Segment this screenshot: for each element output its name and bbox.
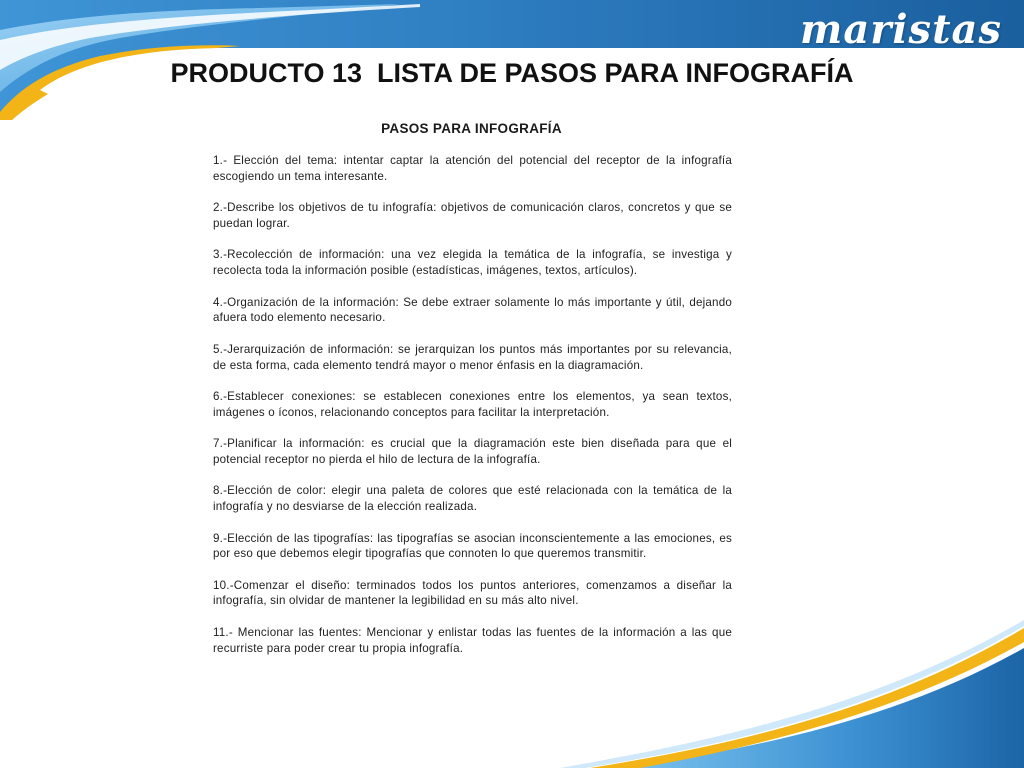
steps-list (205, 153, 738, 656)
step-item: 1.- Elección del tema: intentar captar la atención del potencial del receptor de la infografía escogiendo un tema interesante. (213, 154, 732, 183)
step-item: 7.-Planificar la información: es crucial que la diagramación este bien diseñada para que el potencial receptor no pierda el hilo de lectura de la infografía. (213, 437, 732, 466)
slide-title: PRODUCTO 13 LISTA DE PASOS PARA INFOGRAFÍA (170, 58, 854, 88)
step-item: 4.-Organización de la información: Se debe extraer solamente lo más importante y útil, dejando afuera todo elemento necesario. (213, 295, 732, 325)
step-item: 5.-Jerarquización de información: se jerarquizan los puntos más importantes por su relevancia, de esta forma, cada elemento tendrá mayor o menor énfasis en la diagramación. (213, 342, 732, 372)
brand-logo: maristas (800, 6, 1002, 53)
document-heading: PASOS PARA INFOGRAFÍA (381, 121, 562, 136)
document-image (205, 112, 738, 715)
step-item: 6.-Establecer conexiones: se establecen conexiones entre los elementos, ya sean textos, imágenes o íconos, relacionando conceptos para facilitar la interpretación. (213, 389, 732, 419)
step-item: 9.-Elección de las tipografías: las tipografías se asocian inconscientemente a las emociones, es por eso que debemos elegir tipografías que connoten lo que queremos transmitir. (213, 531, 732, 561)
step-item: 8.-Elección de color: elegir una paleta de colores que esté relacionada con la temática de la infografía y no desviarse de la elección realizada. (213, 484, 732, 514)
step-item: 3.-Recolección de información: una vez elegida la temática de la infografía, se investiga y recolecta toda la información posible (estadísticas, imágenes, textos, artículos). (213, 248, 732, 278)
step-item: 2.-Describe los objetivos de tu infografía: objetivos de comunicación claros, concretos y que se puedan lograr. (213, 201, 732, 230)
step-item: 10.-Comenzar el diseño: terminados todos los puntos anteriores, comenzamos a diseñar la infografía, sin olvidar de mantener la legibilidad en su más alto nivel. (213, 578, 732, 608)
step-item: 11.- Mencionar las fuentes: Mencionar y enlistar todas las fuentes de la información a las que recurriste para poder crear tu propia infografía. (213, 625, 732, 655)
